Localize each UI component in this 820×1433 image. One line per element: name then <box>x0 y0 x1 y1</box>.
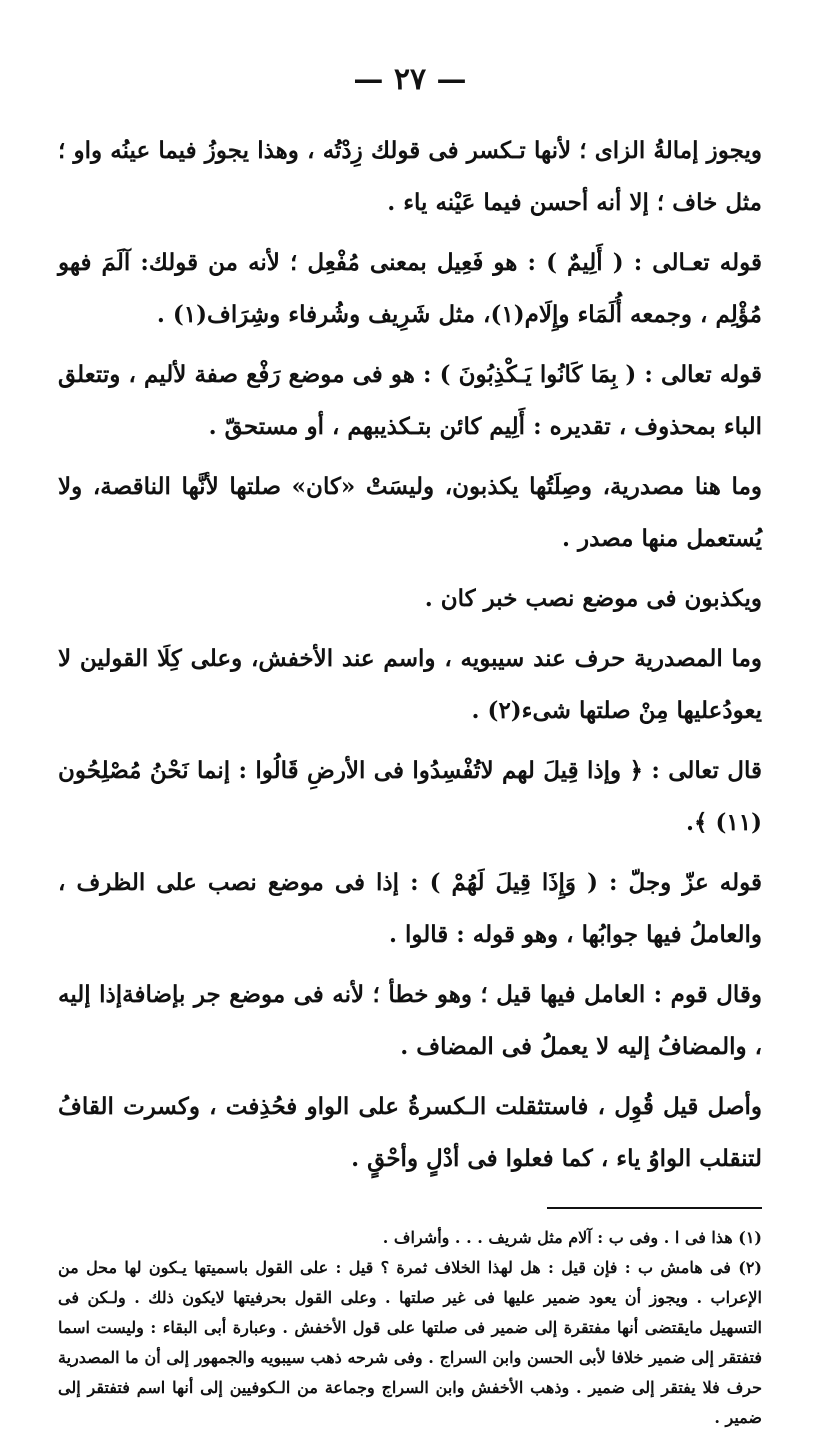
paragraph: وقال قوم : العامل فيها قيل ؛ وهو خطأ ؛ لأنه فى موضع جر بإضافةإذا إليه ، والمضافُ إليه لا يعملُ فى المضاف . <box>58 981 762 1060</box>
paragraph: وما هنا مصدرية، وصِلَتُها يكذبون، وليسَتْ «كان» صلتها لأنَّها الناقصة، ولا يُستعمل منها مصدر . <box>58 473 762 552</box>
paragraph: ويجوز إمالةُ الزاى ؛ لأنها تـكسر فى قولك زِدْتُه ، وهذا يجوزُ فيما عينُه واو ؛مثل خاف ؛ إلا أنه أحسن فيما عَيْنه ياء . <box>58 137 762 216</box>
page-number: — ٢٧ — <box>353 62 467 97</box>
footnote: (١) هذا فى ا . وفى ب : آلام مثل شريف . . . وأشراف . <box>382 1228 762 1247</box>
paragraph: وما المصدرية حرف عند سيبويه ، واسم عند الأخفش، وعلى كِلَا القولين لا يعودُعليها مِنْ صلتها شىء(٢) . <box>58 645 762 724</box>
paragraph: قوله عزّ وجلّ : ( وَإِذَا قِيلَ لَهُمْ ) : إذا فى موضع نصب على الظرف ، والعاملُ فيها جوابُها ، وهو قوله : قالوا . <box>58 869 762 948</box>
paragraph: قوله تعـالى : ( أَلِيمٌ ) : هو فَعِيل بمعنى مُفْعِل ؛ لأنه من قولك: آلَمَ فهو مُؤْلِم ، وجمعه أُلَمَاء وإِلَام(١)، مثل شَرِيف وشُرفاء وشِرَاف(١) . <box>58 249 762 328</box>
paragraph: قوله تعالى : ( بِمَا كَانُوا يَـكْذِبُونَ ) : هو فى موضع رَفْع صفة لأليم ، وتتعلق الباء بمحذوف ، تقديره : أَلِيم كائن بتـكذيبهم ، أو مستحقّ . <box>58 361 762 440</box>
footnote: (٢) فى هامش ب : فإن قيل : هل لهذا الخلاف ثمرة ؟ قيل : على القول باسميتها يـكون لها محل من الإعراب . ويجوز أن يعود ضمير عليها فى غير صلتها . وعلى القول بحرفيتها لايكون ذلك . ولـكن فى التسهيل مايقتضى أنها مفتقرة إلى ضمير فى صلتها على قول الأخفش . وعبارة أبى البقاء : وليست اسما فتفتقر إلى ضمير خلافا لأبى الحسن وابن السراج . وفى شرحه ذهب سيبويه والجمهور إلى أن ما المصدرية حرف فلا يفتقر إلى ضمير . وذهب الأخفش وابن السراج وجماعة من الـكوفيين إلى أنها اسم فتفتقر إلى ضمير . <box>58 1258 762 1427</box>
paragraph: وأصل قيل قُوِل ، فاستثقلت الـكسرةُ على الواو فحُذِفت ، وكسرت القافُ لتنقلب الواوُ ياء ، كما فعلوا فى أدْلٍ وأحْقٍ . <box>58 1093 762 1172</box>
footnote-divider <box>547 1207 762 1209</box>
page-body <box>58 62 762 1427</box>
quran-verse: قال تعالى : ﴿ وإذا قِيلَ لهم لاتُفْسِدُوا فى الأرضِ قَالُوا : إنما نَحْنُ مُصْلِحُون (١١) ﴾. <box>58 757 762 836</box>
paragraph: ويكذبون فى موضع نصب خبر كان . <box>424 585 762 612</box>
